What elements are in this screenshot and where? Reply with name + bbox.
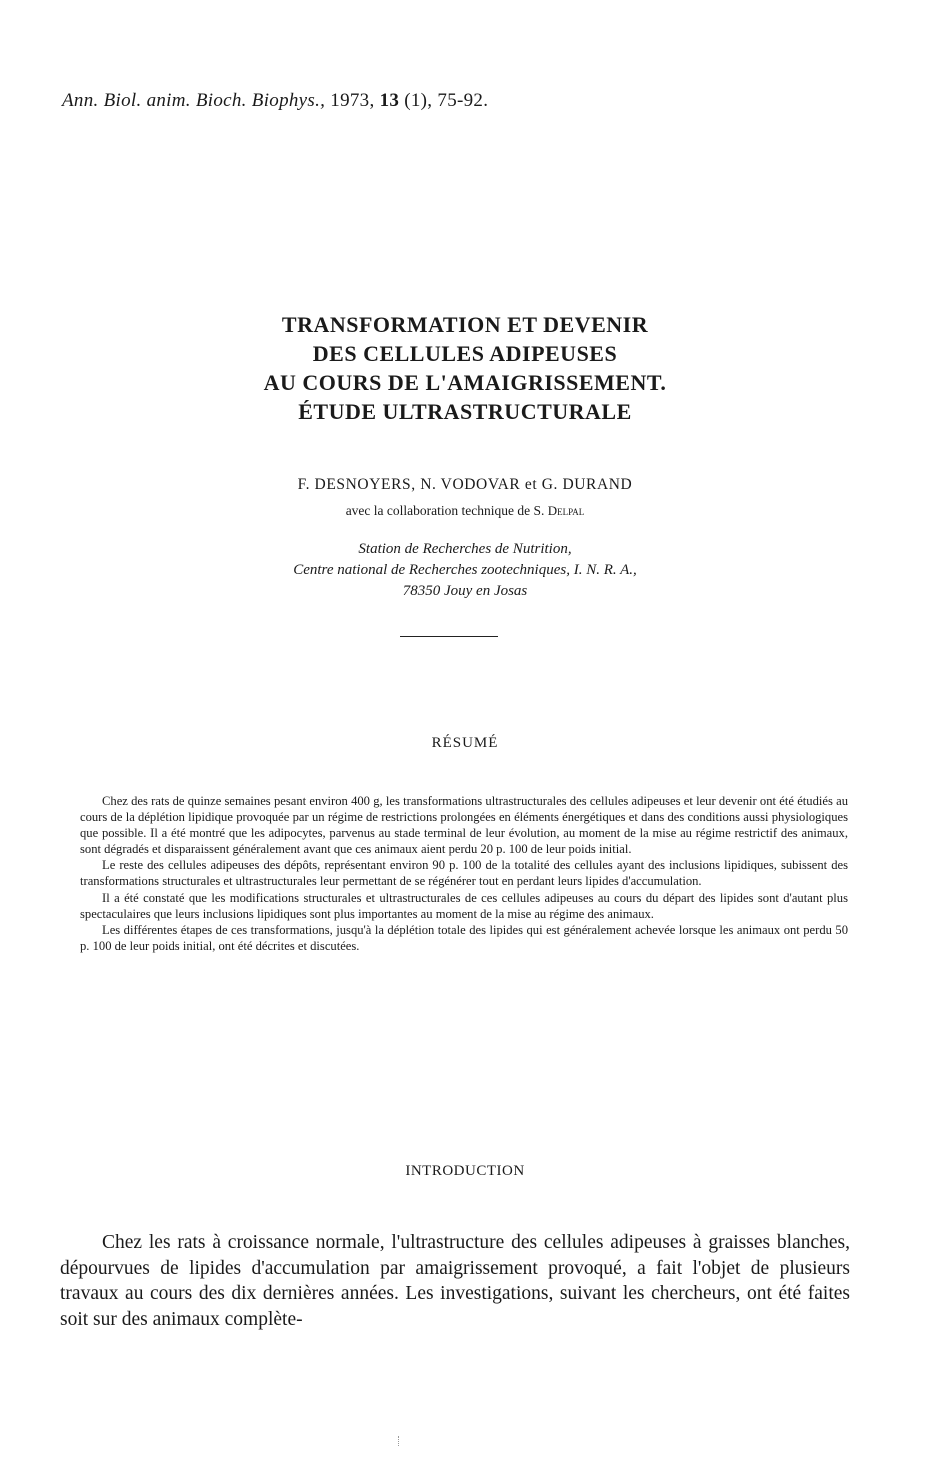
abstract-body [80, 793, 848, 954]
title-line: TRANSFORMATION ET DEVENIR [281, 312, 649, 337]
abstract-paragraph: Les différentes étapes de ces transformations, jusqu'à la déplétion totale des lipides qui est généralement achevée lorsque les animaux ont perdu 50 p. 100 de leur poids initial, ont été décrites et discutées. [80, 922, 848, 953]
introduction-heading: INTRODUCTION [405, 1163, 525, 1179]
collaboration-prefix: avec la collaboration technique de S. [345, 503, 545, 518]
resume-heading: RÉSUMÉ [431, 735, 499, 751]
collaborator-name: Delpal [547, 503, 585, 518]
technical-collaboration [0, 503, 930, 519]
affiliation-line: 78350 Jouy en Josas [402, 583, 528, 599]
affiliation [0, 539, 930, 602]
publication-year: 1973, [330, 90, 375, 111]
affiliation-line: Centre national de Recherches zootechniques, I. N. R. A., [293, 562, 637, 578]
abstract-paragraph: Le reste des cellules adipeuses des dépôts, représentant environ 90 p. 100 de la totalité des cellules ayant des inclusions lipidiques, subissent des transformations structurales et ultrastructurales leur permettant de se régénérer tout en perdant leurs lipides d'accumulation. [80, 858, 848, 889]
introduction-body [60, 1230, 850, 1332]
issue-pages: (1), 75-92. [404, 90, 489, 111]
journal-citation [62, 90, 488, 112]
introduction-paragraph: Chez les rats à croissance normale, l'ultrastructure des cellules adipeuses à graisses blanches, dépourvues de lipides d'accumulation par amaigrissement provoqué, a fait l'objet de plusieurs travaux au cours des dix dernières années. Les investigations, suivant les chercheurs, ont été faites soit sur des animaux complète- [60, 1232, 850, 1330]
title-line: AU COURS DE L'AMAIGRISSEMENT. [263, 370, 667, 395]
volume-number: 13 [379, 90, 400, 111]
journal-name: Ann. Biol. anim. Bioch. Biophys., [62, 90, 326, 111]
author-list: F. DESNOYERS, N. VODOVAR et G. DURAND [297, 476, 633, 493]
section-divider [400, 636, 498, 637]
title-line: ÉTUDE ULTRASTRUCTURALE [298, 399, 632, 424]
abstract-paragraph: Chez des rats de quinze semaines pesant environ 400 g, les transformations ultrastructurales des cellules adipeuses et leur devenir ont été étudiés au cours de la déplétion lipidique provoquée par un régime de restrictions prolongées en éléments énergétiques et dans des conditions aussi physiologiques que possible. Il a été montré que les adipocytes, parvenus au stade terminal de leur évolution, au moment de la mise au régime restrictif des animaux, sont dégradés et disparaissent généralement avant que ces animaux aient perdu 20 p. 100 de leur poids initial. [80, 794, 848, 857]
scan-artifact [398, 1436, 413, 1446]
abstract-paragraph: Il a été constaté que les modifications structurales et ultrastructurales de ces cellules adipeuses au cours du départ des lipides sont d'autant plus spectaculaires que leurs inclusions lipidiques sont plus importantes au moment de la mise au régime des animaux. [80, 890, 848, 921]
paper-title [0, 310, 930, 426]
affiliation-line: Station de Recherches de Nutrition, [358, 541, 572, 557]
title-line: DES CELLULES ADIPEUSES [312, 341, 618, 366]
